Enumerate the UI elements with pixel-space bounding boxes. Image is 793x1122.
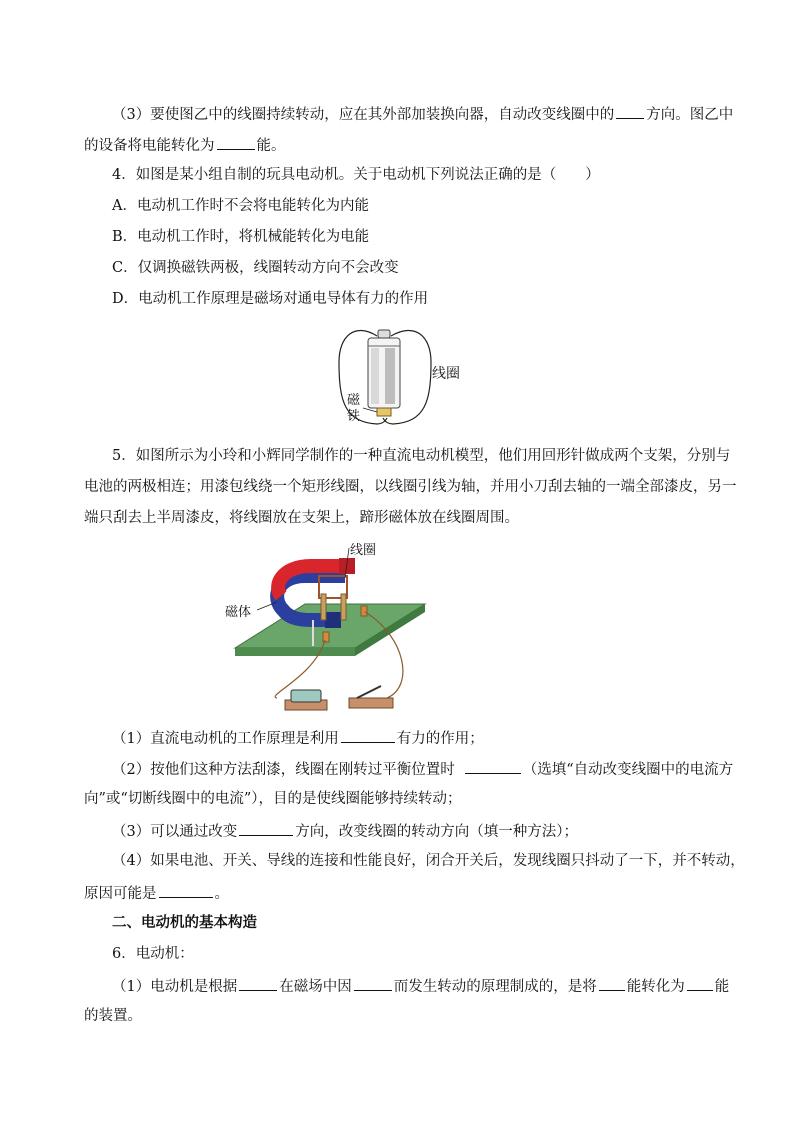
q5-part1	[112, 727, 742, 749]
q6-text: 能	[714, 979, 730, 995]
q3-text: （3）要使图乙中的线圈持续转动，应在其外部加装换向器，自动改变线圈中的	[112, 107, 615, 123]
q3-text: 方向。图乙中	[646, 107, 734, 123]
q4-option-c[interactable]: C．仅调换磁铁两极，线圈转动方向不会改变	[112, 260, 399, 276]
battery-terminal	[378, 330, 390, 338]
answer-blank[interactable]	[341, 727, 395, 743]
q4-option-d[interactable]: D．电动机工作原理是磁场对通电导体有力的作用	[112, 291, 429, 307]
q4-option-b[interactable]: B．电动机工作时，将机械能转化为电能	[112, 229, 370, 245]
q4-stem: 4．如图是某小组自制的玩具电动机。关于电动机下列说法正确的是（ ）	[112, 167, 600, 183]
terminal-post	[323, 632, 329, 642]
q3-text: 能。	[256, 138, 286, 154]
q3-part3-line2	[84, 134, 714, 156]
support-right	[341, 594, 346, 620]
answer-blank[interactable]	[239, 975, 277, 991]
q6-text: （1）电动机是根据	[112, 979, 238, 995]
dc-motor-model-figure	[215, 536, 435, 716]
q5-text: 原因可能是	[84, 886, 157, 902]
q6-part1-line1	[112, 975, 742, 997]
q6-text: 能转化为	[626, 979, 685, 995]
q6-part1-line2: 的装置。	[84, 1008, 142, 1024]
q5-part4-line2	[84, 882, 714, 904]
q5-part3	[112, 820, 742, 842]
q5-part2-line2: 向”或“切断线圈中的电流”），目的是使线圈能够持续转动；	[84, 791, 462, 807]
section-heading: 二、电动机的基本构造	[112, 915, 257, 931]
q5-stem-line1: 5．如图所示为小玲和小辉同学制作的一种直流电动机模型，他们用回形针做成两个支架，分别与	[112, 448, 731, 464]
answer-blank[interactable]	[616, 103, 644, 119]
magnet-label-1: 磁	[347, 393, 361, 408]
battery-shade	[385, 348, 395, 404]
toy-motor-figure	[325, 322, 475, 428]
answer-blank[interactable]	[239, 820, 293, 836]
coil-label: 线圈	[350, 543, 377, 558]
answer-blank[interactable]	[354, 975, 392, 991]
battery-shade	[371, 348, 379, 404]
q5-text: （2）按他们这种方法刮漆，线圈在刚转过平衡位置时	[112, 762, 455, 778]
answer-blank[interactable]	[217, 134, 255, 150]
switch-lever	[357, 686, 381, 698]
support-left	[321, 594, 326, 620]
q3-part3-line1	[112, 103, 742, 125]
q5-text: 方向，改变线圈的转动方向（填一种方法）；	[295, 824, 578, 840]
magnet-shape	[377, 408, 391, 416]
q5-text: （1）直流电动机的工作原理是利用	[112, 731, 339, 747]
q6-text: 而发生转动的原理制成的，是将	[393, 979, 597, 995]
magnet-pointer	[363, 408, 377, 412]
answer-blank[interactable]	[159, 882, 213, 898]
board-front	[235, 648, 355, 656]
coil-label: 线圈	[432, 366, 460, 382]
q6-text: 在磁场中因	[279, 979, 352, 995]
q5-text: （选填“自动改变线圈中的电流方	[522, 762, 734, 778]
q5-part2-line1	[112, 758, 742, 780]
q5-text: （3）可以通过改变	[112, 824, 238, 840]
q5-stem-line2: 电池的两极相连；用漆包线绕一个矩形线圈，以线圈引线为轴，并用小刀刮去轴的一端全部漆皮，另一	[84, 479, 737, 495]
q5-part4-line1: （4）如果电池、开关、导线的连接和性能良好，闭合开关后，发现线圈只抖动了一下，并不转动，	[112, 853, 745, 869]
answer-blank[interactable]	[465, 758, 521, 774]
magnet-label-2: 铁	[347, 409, 361, 424]
q4-option-a[interactable]: A．电动机工作时不会将电能转化为内能	[112, 198, 369, 214]
q6-stem: 6．电动机：	[112, 946, 194, 962]
answer-blank[interactable]	[599, 975, 625, 991]
magnet-blue-end	[325, 612, 341, 628]
q5-text: 。	[214, 886, 229, 902]
terminal-post	[361, 606, 367, 616]
magnet-label: 磁体	[225, 605, 252, 620]
answer-blank[interactable]	[687, 975, 713, 991]
switch-base	[349, 698, 393, 708]
q5-text: 有力的作用；	[396, 731, 484, 747]
battery-cell	[291, 690, 321, 702]
q3-text: 的设备将电能转化为	[84, 138, 215, 154]
q5-stem-line3: 端只刮去上半周漆皮，将线圈放在支架上，蹄形磁体放在线圈周围。	[84, 510, 519, 526]
